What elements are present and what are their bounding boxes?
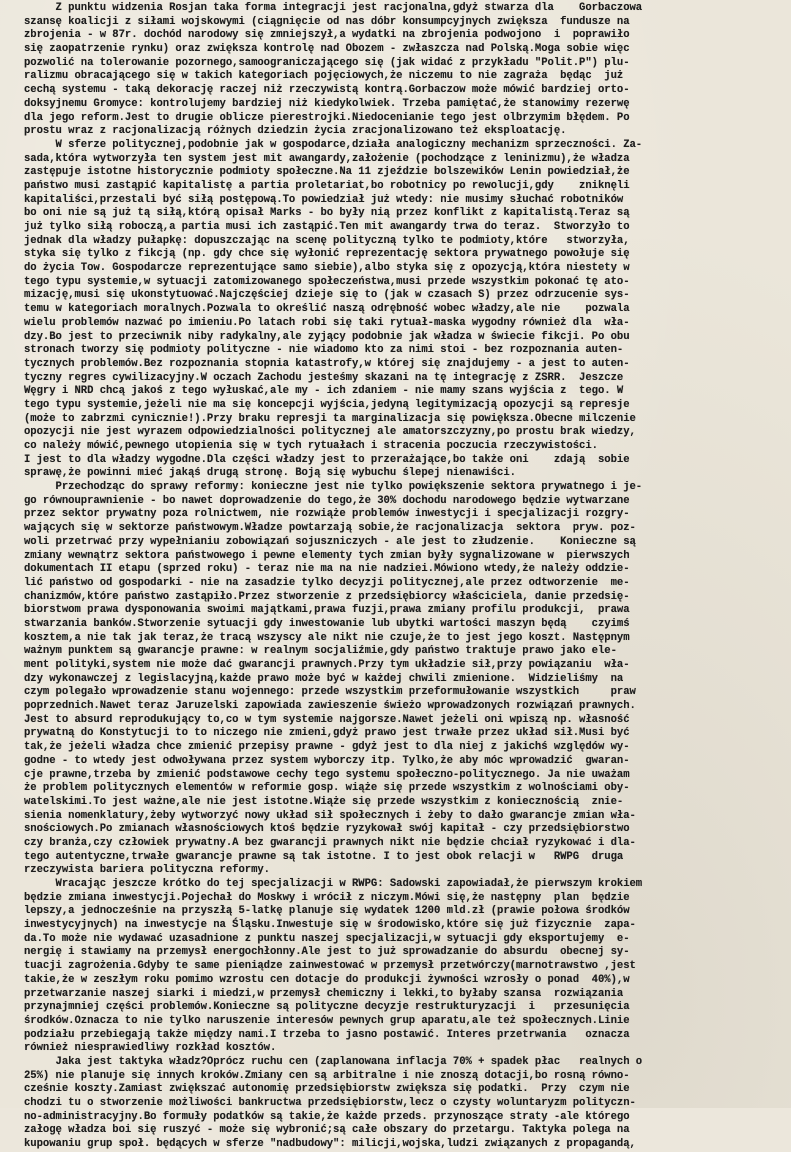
text-line: do życia Tow. Gospodarcze reprezentujące samo siebie),albo styka się z opozycją,która niestety w (24, 262, 630, 275)
text-line: W sferze politycznej,podobnie jak w gospodarce,działa analogiczny mechanizm sprzeczności. Za- (24, 138, 643, 151)
text-line: lić państwo od gospodarki - nie na zasadzie tylko decyzji politycznej,ale przez odtworzenie me- (24, 576, 630, 589)
text-line: że problem politycznych elementów w reformie gosp. wiąże się przede wszystkim z wolnościami oby- (24, 782, 630, 795)
text-line: snościowych.Po zmianach własnościowych ktoś będzie ryzykował swój kapitał - czy przedsiębiorstwo (24, 823, 630, 836)
text-line: czy branża,czy człowiek prywatny.A bez gwarancji prawnych nikt nie będzie chciał ryzykować i dla- (24, 836, 636, 849)
text-line: woli przetrwać przy wypełnianiu zobowiązań sojuszniczych - ale jest to złudzenie. Konieczne są (24, 535, 636, 548)
text-line: ment polityki,system nie może dać gwarancji prawnych.Przy tym układzie sił,przy powiązaniu wła- (24, 659, 630, 671)
paragraph (24, 481, 777, 714)
text-line: watelskimi.To jest ważne,ale nie jest istotne.Wiąże się przede wszystkim z koniecznością znie- (24, 795, 624, 808)
text-line: tego autentyczne,trwałe gwarancje prawne są tak istotne. I to jest obok relacji w RWPG druga (24, 850, 624, 863)
text-line: dzy wykonawczej z legislacyjną,każde prawo może być w każdej chwili zmienione. Widzieliśmy na (24, 672, 624, 685)
paragraph (24, 139, 777, 481)
text-line: sprawę,że powinni mieć jakąś drugą stronę. Boją się wybuchu ślepej nienawiści. (24, 467, 516, 480)
text-line: również niesprawiedliwy rozkład kosztów. (24, 1042, 277, 1055)
text-line: 25%) nie planuje się innych kroków.Zmiany cen są arbitralne i nie znoszą dotacji,bo rosną równo- (24, 1069, 630, 1082)
text-line: przynajmniej części problemów.Konieczne są polityczne decyzje restrukturyzacji i przesunięcia (24, 1001, 630, 1014)
text-line: tak,że jeżeli władza chce zmienić przepisy prawne - gdyż jest to dla niej z jakichś względów wy- (24, 741, 630, 754)
text-line: bo oni nie są już tą siłą,którą opisał Marks - bo były nią przez konflikt z kapitalistą.Teraz są (24, 207, 630, 220)
text-line: takie,że w zeszłym roku pomimo wzrostu cen dotacje do produkcji żywności wzrosły o ponad 40%),w (24, 973, 630, 986)
text-line: przetwarzanie naszej siarki i miedzi,w przemysł chemiczny i lekki,to byłaby szansa rozwiązania (24, 987, 624, 1000)
text-line: go równouprawnienie - bo nawet doprowadzenie do tego,że 30% dochodu narodowego będzie wytwarzane (24, 494, 630, 507)
text-line: pozwolić na tolerowanie pozornego,samoograniczającego się (jak widać z przykładu "Polit.P") plu- (24, 56, 630, 69)
text-line: Jest to absurd reprodukujący to,co w tym systemie najgorsze.Nawet jeżeli oni wpiszą np. własność (24, 713, 630, 726)
text-line: chanizmów,które państwo zastąpiło.Przez stworzenie z przedsiębiorcy właściciela, danie przedsię- (24, 590, 630, 603)
text-line: sienia nomenklatury,żeby wytworzyć nowy układ sił społecznych i żeby to dało gwarancje zmian wła- (24, 809, 636, 822)
text-line: prostu wraz z racjonalizacją różnych dziedzin życia zracjonalizowano też eksploatację. (24, 125, 567, 138)
text-line: już tylko siłą roboczą,a partia musi ich zastąpić.Ten mit awangardy trwa do teraz. Stworzyło to (24, 221, 630, 233)
text-line: tego typu systemie,jeżeli nie ma się koncepcji wyjścia,jedyną legitymizacją opozycji są represje (24, 398, 630, 411)
text-line: tego typu systemie,w sytuacji zatomizowanego społeczeństwa,musi przede wszystkim pokonać tę ato- (24, 275, 630, 288)
paragraph (24, 1056, 777, 1152)
text-line: się zaopatrzenie rynku) oraz zwiększa kontrolę nad Obozem - zwłaszcza nad Polską.Moga sobie więc (24, 43, 630, 56)
text-line: tyczny regres cywilizacyjny.W oczach Zachodu jesteśmy skazani na tę integrację z ZSRR. Jeszcze (24, 371, 624, 384)
text-line: poprzednich.Nawet teraz Jaruzelski zapowiada zawieszenie świeżo wprowadzonych rozwiązań prawnych. (24, 700, 636, 713)
text-line: nergię i stawiamy na przemysł energochłonny.Ale jest to już sprowadzanie do absurdu obecnej sy- (24, 946, 630, 959)
text-line: biorstwom prawa dysponowania swoimi majątkami,prawa fuzji,prawa zmiany profilu produkcji, prawa (24, 604, 630, 617)
text-line: no-administracyjny.Bo formuły podatków są takie,że każde przeds. przynoszące straty -ale którego (24, 1110, 630, 1123)
paragraph (24, 878, 777, 1056)
text-line: da.To może nie wydawać uzasadnione z punktu naszej specjalizacji,w sytuacji gdy eksportujemy e- (24, 932, 630, 945)
text-line: przez sektor prywatny poza rolnictwem, nie rozwiąże problemów inwestycji i specjalizacji rozgry- (24, 508, 630, 521)
text-line: mizację,musi się ukonstytuować.Najczęściej dzieje się to (jak w czasach S) przez odrzucenie sys- (24, 289, 630, 302)
text-line: cechą systemu - taką dekorację raczej niż rzeczywistą kontrą.Gorbaczow może mówić bardziej orto- (24, 84, 630, 97)
text-line: temu w kategoriach moralnych.Pozwala to określić naszą odrębność wobec władzy,ale nie pozwala (24, 303, 630, 316)
paragraph (24, 714, 777, 878)
text-line: Przechodząc do sprawy reformy: konieczne jest nie tylko powiększenie sektora prywatnego i je- (24, 481, 643, 494)
text-line: lepszy,a jednocześnie na przyszłą 5-latkę planuje się wydatek 1200 mld.zł (prawie połowa środków (24, 905, 630, 918)
text-line: szansę koalicji z siłami wojskowymi (ciągnięcie od nas dóbr konsumpcyjnych zwiększa fundusze na (24, 15, 630, 28)
text-line: chodzi tu o stworzenie możliwości bankructwa przedsiębiorstw,lecz o czysty woluntaryzm polityczn- (24, 1097, 636, 1109)
text-line: inwestycyjnych) na inwestycje na Śląsku.Inwestuje się w środowisko,które się już fizycznie zapa- (24, 919, 636, 932)
text-line: cześnie koszty.Zamiast zwiększać autonomię przedsiębiorstw zwiększa się podatki. Przy czym nie (24, 1083, 630, 1096)
text-line: jednak dla władzy pułapkę: dopuszczając na scenę polityczną tylko te podmioty,które stworzyła, (24, 234, 630, 247)
text-line: ralizmu obracającego się w takich kategoriach pojęciowych,że niczemu to nie zagraża będąc już (24, 70, 624, 83)
text-line: środków.Oznacza to nie tylko naruszenie interesów pewnych grup aparatu,ale też społecznych.Linie (24, 1014, 630, 1027)
text-line: co należy mówić,pewnego utopienia się w tych rytuałach i stracenia poczucia rzeczywistości. (24, 440, 598, 452)
text-line: kosztem,a nie tak jak teraz,że tracą wszyscy ale nikt nie czuje,że to jest jego koszt. Następnym (24, 631, 630, 644)
text-line: załogę władza boi się ruszyć - może się wybronić;są całe obszary do przetargu. Taktyka polega na (24, 1124, 630, 1137)
text-line: ważnym punktem są gwarancje prawne: w realnym socjaliźmie,gdy państwo traktuje prawo jako ele- (24, 645, 617, 658)
text-line: doksyjnemu Gromyce: kontrolujemy bardziej niż kiedykolwiek. Trzeba pamiętać,że stanowimy rezerwę (24, 97, 630, 110)
text-line: będzie zmiana inwestycji.Pojechał do Moskwy i wrócił z niczym.Mówi się,że następny plan będzie (24, 891, 630, 904)
text-line: prywatną do Konstytucji to to niczego nie zmieni,gdyż prawo jest trwałe przez układ sił.Musi być (24, 727, 630, 740)
text-line: godne - to wtedy jest odwoływana przez system wyborczy itp. Tylko,że aby móc wprowadzić gwaran- (24, 754, 630, 767)
text-line: kupowaniu grup społ. będących w sferze "nadbudowy": milicji,wojska,ludzi związanych z propagandą, (24, 1138, 636, 1151)
text-line: podziału przebiegają także między nami.I trzeba to jasno postawić. Interes przetrwania oznacza (24, 1028, 630, 1041)
text-line: wielu problemów nazwać po imieniu.Po latach robi się taki rytuał-maska wygodny również dla wła- (24, 316, 630, 329)
text-line: (może to zabrzmi cynicznie!).Przy braku represji ta marginalizacja się powiększa.Obecne milczenie (24, 412, 636, 425)
text-line: kapitaliści,przestali być siłą postępową.To powiedział już wtedy: nie musimy słuchać robotników (24, 193, 624, 206)
text-line: zbrojenia - w 87r. dochód narodowy się zmniejszył,a wydatki na zbrojenia podwojono i poprawiło (24, 29, 630, 42)
text-line: stwarzania banków.Stworzenie sytuacji gdy inwestowanie lub ubytki wartości maszyn będą czyimś (24, 617, 630, 630)
text-line: dokumentach II etapu (sprzed roku) - teraz nie ma na nie nadziei.Mówiono wtedy,że należy oddzie- (24, 563, 630, 576)
paragraph (24, 2, 777, 139)
text-line: państwo musi zastąpić kapitalistę a partia proletariat,bo robotnicy po rewolucji,gdy zniknęli (24, 179, 630, 192)
text-line: tycznych problemów.Bez rozpoznania stopnia katastrofy,w której się znajdujemy - a jest to auten- (24, 357, 630, 370)
text-line: zmiany wewnątrz sektora państwowego i pewne elementy tych zmian były sygnalizowane w pierwszych (24, 549, 630, 562)
text-line: Jaka jest taktyka władz?Oprócz ruchu cen (zaplanowana inflacja 70% + spadek płac realnych o (24, 1055, 643, 1068)
text-line: cje prawne,trzeba by zmienić podstawowe cechy tego systemu społeczno-politycznego. Ja nie uważam (24, 768, 630, 781)
text-line: dla jego reform.Jest to drugie oblicze pierestrojki.Niedocenianie tego jest olbrzymim błędem. Po (24, 111, 630, 124)
text-line: wających się w sektorze państwowym.Władze powtarzają sobie,że racjonalizacja sektora pryw. poz- (24, 522, 636, 535)
text-line: Z punktu widzenia Rosjan taka forma integracji jest racjonalna,gdyż stwarza dla Gorbaczowa (24, 2, 643, 14)
text-line: tuacji zagrożenia.Gdyby te same pieniądze zainwestować w przemysł przetwórczy(marnotrawstwo ,jest (24, 960, 636, 973)
text-line: zastępuje istotne historycznie podmioty społeczne.Na 11 zjeździe bolszewików Lenin powiedział,że (24, 166, 630, 179)
text-line: czym polegało wprowadzenie stanu wojennego: przede wszystkim przeformułowanie wszystkich praw (24, 686, 636, 699)
text-line: Węgry i NRD chcą jakoś z tego wyłuskać,ale my - ich zdaniem - nie mamy szans wyjścia z tego. W (24, 385, 624, 398)
text-line: sada,która wytworzyła ten system jest mit awangardy,założenie (pochodzące z leninizmu),że władza (24, 152, 630, 165)
text-line: I jest to dla władzy wygodne.Dla części władzy jest to przerażające,bo także oni zdają sobie (24, 453, 630, 466)
text-line: dzy.Bo jest to przeciwnik niby radykalny,ale zyjący podobnie jak władza w świecie fikcji. Po obu (24, 330, 630, 343)
text-line: rzeczywista bariera polityczna reformy. (24, 864, 270, 877)
text-line: Wracając jeszcze krótko do tej specjalizacji w RWPG: Sadowski zapowiadał,że pierwszym krokiem (24, 878, 643, 890)
text-line: opozycji nie jest wyrazem odpowiedzialności politycznej ale amatorszczyzny,po prostu brak wiedzy, (24, 426, 636, 439)
text-line: stronach tworzy się podmioty polityczne - nie wiadomo kto za nimi stoi - bez rozpoznania auten- (24, 344, 624, 357)
text-line: styka się tylko z fikcją (np. gdy chce się wyłonić reprezentację sektora prywatnego powołuje się (24, 248, 630, 261)
